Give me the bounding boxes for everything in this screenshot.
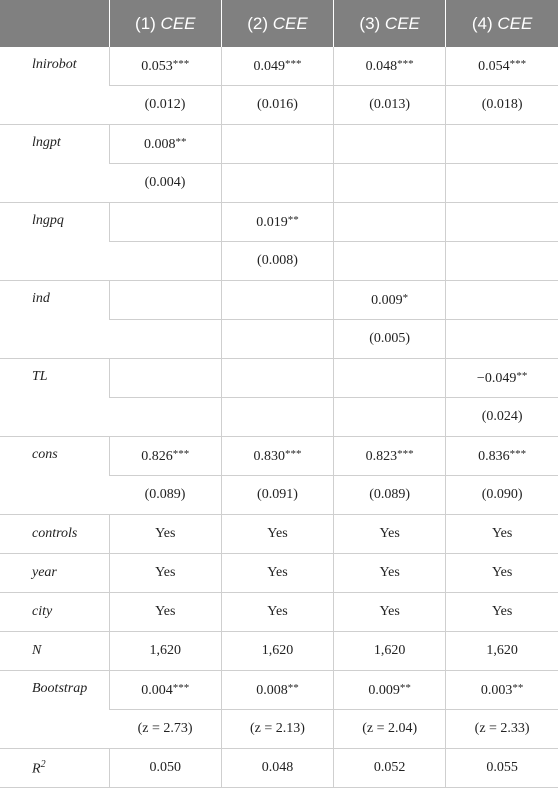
coef-cell: −0.049** xyxy=(446,359,558,398)
se-cell xyxy=(109,320,221,359)
row-label: $R^2$ xyxy=(0,749,109,788)
coef-cell: 0.823*** xyxy=(334,437,446,476)
row-label: lnirobot xyxy=(0,47,109,125)
col-number: (3) xyxy=(359,13,381,33)
value-cell: 1,620 xyxy=(221,632,333,671)
value-cell: 0.048 xyxy=(221,749,333,788)
table-row-controls xyxy=(0,515,558,554)
coef-cell xyxy=(446,281,558,320)
value-cell: Yes xyxy=(446,593,558,632)
row-label: cons xyxy=(0,437,109,515)
coef-cell xyxy=(446,125,558,164)
se-cell: (0.013) xyxy=(334,86,446,125)
col-number: (1) xyxy=(135,13,156,33)
se-cell xyxy=(334,164,446,203)
row-label: lngpt xyxy=(0,125,109,203)
se-cell: (0.012) xyxy=(109,86,221,125)
se-cell: (0.089) xyxy=(334,476,446,515)
coef-cell: 0.826*** xyxy=(109,437,221,476)
col-variable: CEE xyxy=(160,13,196,33)
z-cell: (z = 2.33) xyxy=(446,710,558,749)
coef-cell: 0.830*** xyxy=(221,437,333,476)
col-variable: CEE xyxy=(384,13,420,33)
se-cell: (0.008) xyxy=(221,242,333,281)
coef-cell: 0.054*** xyxy=(446,47,558,86)
value-cell: 1,620 xyxy=(109,632,221,671)
table-row-bootstrap xyxy=(0,671,558,710)
value-cell: Yes xyxy=(221,593,333,632)
se-cell xyxy=(109,398,221,437)
se-cell: (0.091) xyxy=(221,476,333,515)
header-col-1 xyxy=(109,0,221,47)
value-cell: Yes xyxy=(109,593,221,632)
table-row-year xyxy=(0,554,558,593)
header-col-3 xyxy=(334,0,446,47)
table-row-r2 xyxy=(0,749,558,788)
coef-cell: 0.019** xyxy=(221,203,333,242)
coef-cell xyxy=(334,359,446,398)
value-cell: 1,620 xyxy=(446,632,558,671)
row-label: Bootstrap xyxy=(0,671,109,749)
se-cell: (0.090) xyxy=(446,476,558,515)
value-cell: Yes xyxy=(221,554,333,593)
z-cell: (z = 2.73) xyxy=(109,710,221,749)
se-cell xyxy=(334,398,446,437)
se-cell xyxy=(221,164,333,203)
coef-cell xyxy=(221,359,333,398)
table-row-lngpq xyxy=(0,203,558,242)
coef-cell: 0.049*** xyxy=(221,47,333,86)
se-cell xyxy=(446,164,558,203)
value-cell: 0.055 xyxy=(446,749,558,788)
table-row-lnirobot xyxy=(0,47,558,86)
value-cell: 0.050 xyxy=(109,749,221,788)
se-cell: (0.089) xyxy=(109,476,221,515)
se-cell xyxy=(334,242,446,281)
header-corner xyxy=(0,0,109,47)
se-cell xyxy=(446,320,558,359)
coef-cell xyxy=(334,203,446,242)
coef-cell xyxy=(109,203,221,242)
row-label: lngpq xyxy=(0,203,109,281)
table-row-cons xyxy=(0,437,558,476)
coef-cell: 0.003** xyxy=(446,671,558,710)
row-label: TL xyxy=(0,359,109,437)
z-cell: (z = 2.13) xyxy=(221,710,333,749)
table-row-lngpt xyxy=(0,125,558,164)
coef-cell xyxy=(109,281,221,320)
se-cell: (0.016) xyxy=(221,86,333,125)
value-cell: Yes xyxy=(446,554,558,593)
col-number: (4) xyxy=(471,13,493,33)
se-cell: (0.005) xyxy=(334,320,446,359)
value-cell: 0.052 xyxy=(334,749,446,788)
coef-cell: 0.048*** xyxy=(334,47,446,86)
value-cell: Yes xyxy=(334,593,446,632)
row-label: ind xyxy=(0,281,109,359)
coef-cell: 0.053*** xyxy=(109,47,221,86)
coef-cell xyxy=(334,125,446,164)
table-row-ind xyxy=(0,281,558,320)
se-cell xyxy=(221,398,333,437)
coef-cell xyxy=(221,125,333,164)
row-label: city xyxy=(0,593,109,632)
coef-cell xyxy=(446,203,558,242)
header-col-4 xyxy=(446,0,558,47)
coef-cell: 0.008** xyxy=(109,125,221,164)
coef-cell: 0.004*** xyxy=(109,671,221,710)
coef-cell: 0.009** xyxy=(334,671,446,710)
se-cell xyxy=(109,242,221,281)
table-row-city xyxy=(0,593,558,632)
se-cell xyxy=(221,320,333,359)
row-label: controls xyxy=(0,515,109,554)
value-cell: Yes xyxy=(446,515,558,554)
se-cell xyxy=(446,242,558,281)
col-variable: CEE xyxy=(497,13,533,33)
col-variable: CEE xyxy=(272,13,308,33)
value-cell: 1,620 xyxy=(334,632,446,671)
coef-cell xyxy=(109,359,221,398)
se-cell: (0.018) xyxy=(446,86,558,125)
se-cell: (0.024) xyxy=(446,398,558,437)
value-cell: Yes xyxy=(109,554,221,593)
coef-cell: 0.836*** xyxy=(446,437,558,476)
coef-cell: 0.008** xyxy=(221,671,333,710)
value-cell: Yes xyxy=(334,554,446,593)
row-label: N xyxy=(0,632,109,671)
se-cell: (0.004) xyxy=(109,164,221,203)
coef-cell: 0.009* xyxy=(334,281,446,320)
value-cell: Yes xyxy=(109,515,221,554)
col-number: (2) xyxy=(247,13,268,33)
z-cell: (z = 2.04) xyxy=(334,710,446,749)
coef-cell xyxy=(221,281,333,320)
table-row-n xyxy=(0,632,558,671)
row-label: year xyxy=(0,554,109,593)
header-col-2 xyxy=(221,0,333,47)
table-header xyxy=(0,0,558,47)
table-row-tl xyxy=(0,359,558,398)
value-cell: Yes xyxy=(221,515,333,554)
value-cell: Yes xyxy=(334,515,446,554)
